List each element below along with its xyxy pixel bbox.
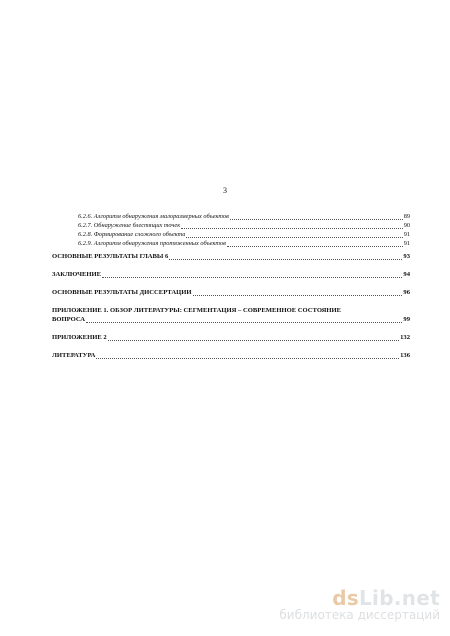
toc-item-title: 6.2.6. Алгоритм обнаружения малоразмерных объектов (78, 213, 229, 220)
toc-item-title-continued: ВОПРОСА (52, 316, 86, 323)
toc-item-title: 6.2.8. Формирование сложного объекта (78, 231, 186, 238)
toc-item-page: 89 (403, 213, 410, 220)
toc-item-6-2-9[interactable] (52, 239, 410, 248)
table-of-contents (52, 212, 410, 360)
toc-item-page: 96 (403, 289, 410, 296)
toc-item-6-2-8[interactable] (52, 230, 410, 239)
toc-item-page: 90 (403, 222, 410, 229)
dot-leader (230, 213, 403, 220)
toc-item-title: ОСНОВНЫЕ РЕЗУЛЬТАТЫ ГЛАВЫ 6 (52, 253, 169, 260)
toc-item-page: 99 (403, 316, 410, 323)
dot-leader (169, 253, 402, 260)
toc-item-page: 93 (403, 253, 410, 260)
dot-leader (96, 352, 399, 359)
toc-item-page: 136 (400, 352, 410, 359)
dot-leader (86, 316, 402, 323)
toc-item-6-2-6[interactable] (52, 212, 410, 221)
dot-leader (102, 271, 402, 278)
toc-item-title: 6.2.7. Обнаружение блестящих точек (78, 222, 181, 229)
toc-item-dissertation-results[interactable] (52, 288, 410, 297)
dot-leader (186, 231, 402, 238)
toc-item-appendix-1[interactable] (52, 306, 410, 324)
toc-item-appendix-2[interactable] (52, 333, 410, 342)
dot-leader (108, 334, 399, 341)
toc-item-conclusion[interactable] (52, 270, 410, 279)
dot-leader (181, 222, 403, 229)
toc-item-title: ПРИЛОЖЕНИЕ 1. ОБЗОР ЛИТЕРАТУРЫ: СЕГМЕНТАЦИЯ – СОВРЕМЕННОЕ СОСТОЯНИЕ (52, 307, 342, 314)
dot-leader (193, 289, 403, 296)
toc-item-page: 91 (403, 231, 410, 238)
toc-item-title: 6.2.9. Алгоритм обнаружения протяженных объектов (78, 240, 226, 247)
toc-item-page: 94 (403, 271, 410, 278)
toc-item-chapter6-results[interactable] (52, 252, 410, 261)
toc-item-title: ПРИЛОЖЕНИЕ 2 (52, 334, 107, 341)
toc-item-page: 91 (403, 240, 410, 247)
dot-leader (227, 240, 403, 247)
toc-item-6-2-7[interactable] (52, 221, 410, 230)
dslib-tagline: библиотека диссертаций (279, 608, 440, 622)
toc-item-literature[interactable] (52, 351, 410, 360)
toc-item-title: ЗАКЛЮЧЕНИЕ (52, 271, 102, 278)
toc-item-title: ОСНОВНЫЕ РЕЗУЛЬТАТЫ ДИССЕРТАЦИИ (52, 289, 192, 296)
toc-item-title: ЛИТЕРАТУРА (52, 352, 96, 359)
dslib-logo: dsLib.net (332, 586, 440, 610)
toc-item-page: 132 (400, 334, 410, 341)
page-number: 3 (223, 186, 227, 195)
dslib-watermark (279, 586, 440, 622)
